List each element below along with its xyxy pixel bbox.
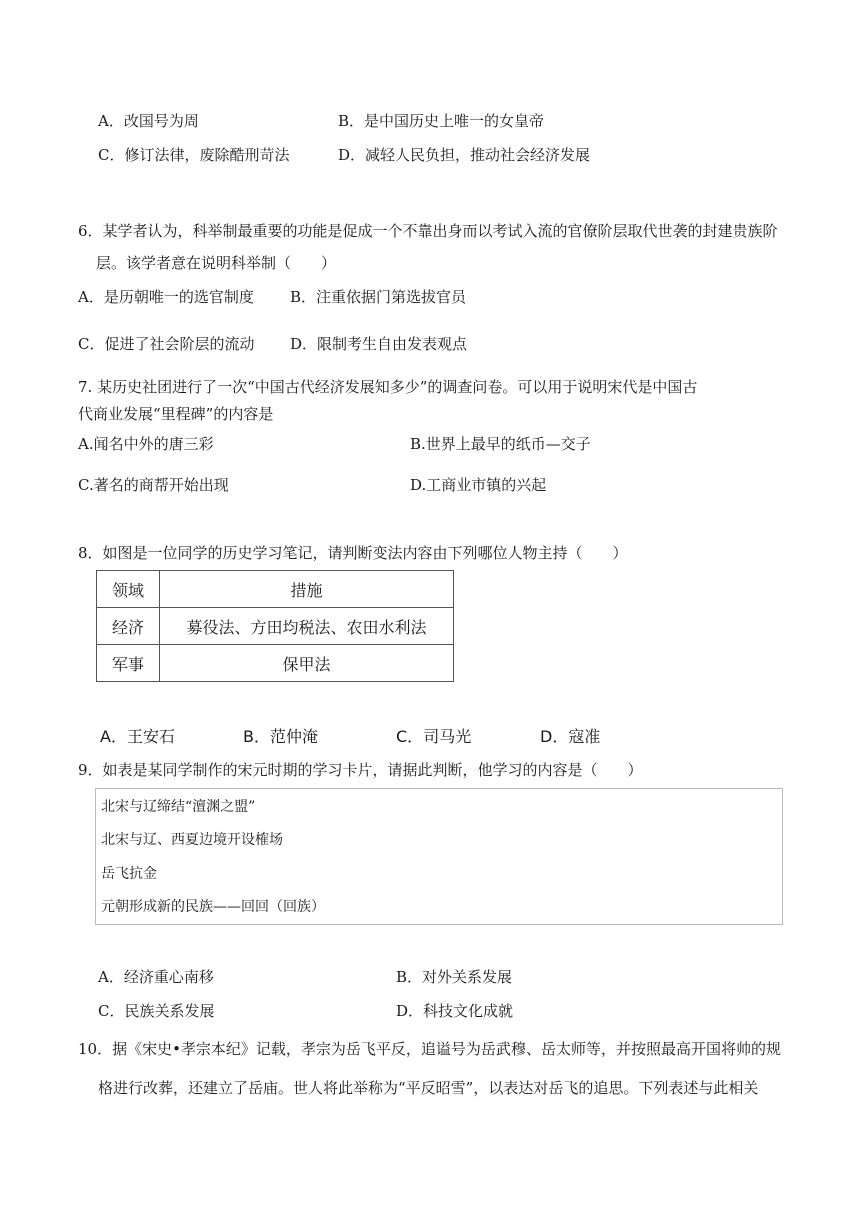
reform-notes-table — [96, 570, 454, 682]
card-line: 北宋与辽、西夏边境开设榷场 — [101, 832, 283, 848]
q8-option-a[interactable]: A．王安石 — [100, 727, 175, 746]
q6-option-b[interactable]: B．注重依据门第选拔官员 — [290, 288, 467, 306]
table-cell: 领域 — [97, 571, 160, 608]
q6-stem-line1: 6．某学者认为，科举制最重要的功能是促成一个不靠出身而以考试入流的官僚阶层取代世袭的封建贵族阶 — [78, 222, 778, 240]
table-cell: 军事 — [97, 645, 160, 682]
q10-stem-line1: 10．据《宋史•孝宗本纪》记载，孝宗为岳飞平反，追谥号为岳武穆、岳太师等，并按照最高开国将帅的规 — [78, 1040, 781, 1058]
q8-option-d[interactable]: D．寇准 — [540, 727, 601, 746]
q9-option-a[interactable]: A．经济重心南移 — [98, 968, 214, 986]
q5-option-c[interactable]: C．修订法律，废除酷刑苛法 — [98, 146, 290, 164]
q8-option-c[interactable]: C．司马光 — [396, 727, 472, 746]
q8-stem: 8．如图是一位同学的历史学习笔记，请判断变法内容由下列哪位人物主持（ ） — [78, 544, 628, 562]
q7-option-d[interactable]: D.工商业市镇的兴起 — [410, 476, 547, 494]
table-cell: 保甲法 — [160, 645, 454, 682]
table-row — [97, 608, 454, 645]
q9-stem: 9．如表是某同学制作的宋元时期的学习卡片，请据此判断，他学习的内容是（ ） — [78, 761, 643, 779]
q7-stem-line2: 代商业发展“里程碑”的内容是 — [78, 405, 274, 423]
q5-option-d[interactable]: D．减轻人民负担，推动社会经济发展 — [338, 146, 591, 164]
q7-option-b[interactable]: B.世界上最早的纸币—交子 — [410, 435, 591, 453]
table-cell: 募役法、方田均税法、农田水利法 — [160, 608, 454, 645]
study-card — [95, 788, 783, 925]
q5-option-b[interactable]: B．是中国历史上唯一的女皇帝 — [338, 112, 545, 130]
q9-option-d[interactable]: D．科技文化成就 — [396, 1002, 514, 1020]
q9-option-c[interactable]: C．民族关系发展 — [98, 1002, 215, 1020]
q7-option-a[interactable]: A.闻名中外的唐三彩 — [78, 435, 214, 453]
q6-option-d[interactable]: D．限制考生自由发表观点 — [290, 335, 468, 353]
q6-option-c[interactable]: C．促进了社会阶层的流动 — [78, 335, 255, 353]
table-cell: 经济 — [97, 608, 160, 645]
q9-option-b[interactable]: B．对外关系发展 — [396, 968, 513, 986]
q5-option-a[interactable]: A．改国号为周 — [98, 112, 199, 130]
table-row — [97, 645, 454, 682]
table-cell: 措施 — [160, 571, 454, 608]
card-line: 北宋与辽缔结“澶渊之盟” — [101, 799, 256, 815]
q7-stem-line1: 7. 某历史社团进行了一次“中国古代经济发展知多少”的调查问卷。可以用于说明宋代是中国古 — [78, 378, 698, 396]
q6-option-a[interactable]: A．是历朝唯一的选官制度 — [78, 288, 254, 306]
q10-stem-line2: 格进行改葬，还建立了岳庙。世人将此举称为“平反昭雪”，以表达对岳飞的追思。下列表述与此相关 — [98, 1079, 759, 1097]
q6-stem-line2: 层。该学者意在说明科举制（ ） — [96, 254, 337, 272]
card-line: 岳飞抗金 — [101, 866, 157, 882]
table-row — [97, 571, 454, 608]
card-line: 元朝形成新的民族——回回（回族） — [101, 899, 325, 915]
q7-option-c[interactable]: C.著名的商帮开始出现 — [78, 476, 229, 494]
q8-option-b[interactable]: B．范仲淹 — [243, 727, 318, 746]
